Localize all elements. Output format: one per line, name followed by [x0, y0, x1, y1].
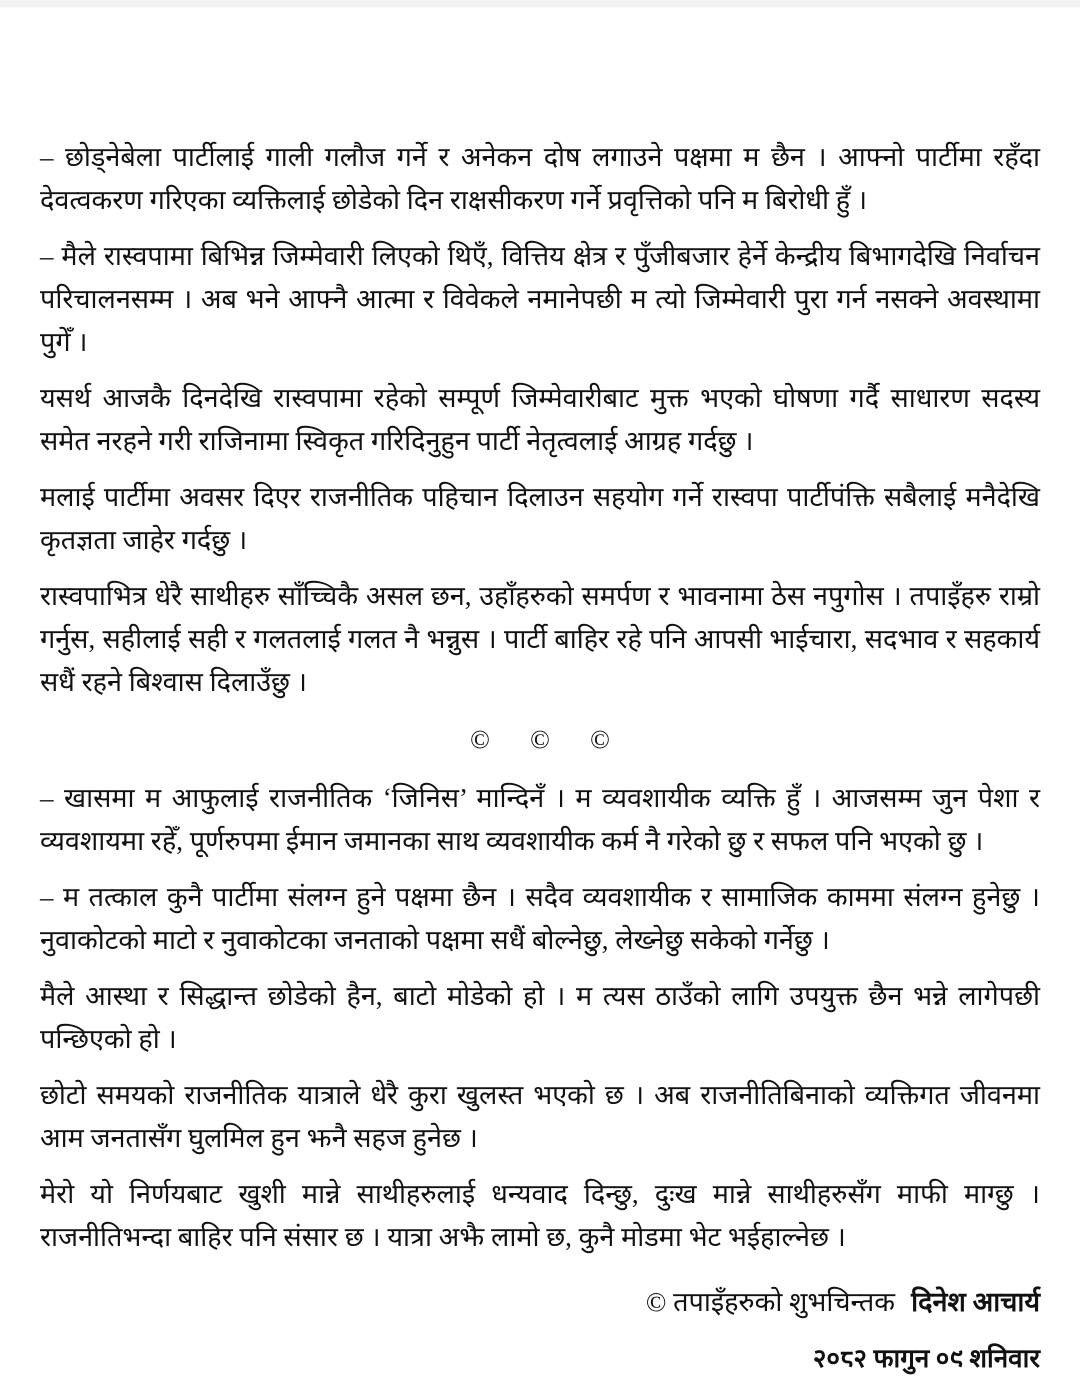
paragraph: – मैले रास्वपामा बिभिन्न जिम्मेवारी लिएको थिएँ, वित्तिय क्षेत्र र पुँजीबजार हेर्ने केन्द्रीय बिभागदेखि निर्वाचन परिचालनसम्म । अब भने आफ्नै आत्मा र विवेकले नमानेपछी म त्यो जिम्मेवारी पुरा गर्न नसक्ने अवस्थामा पुगेँ । [40, 241, 1040, 357]
paragraph: मैले आस्था र सिद्धान्त छोडेको हैन, बाटो मोडेको हो । म त्यस ठाउँको लागि उपयुक्त छैन भन्ने लागेपछी पन्छिएको हो । [40, 981, 1040, 1054]
document-body [40, 136, 1040, 1379]
signature-prefix: © तपाइँहरुको शुभचिन्तक [645, 1287, 895, 1317]
signature-line [40, 1281, 1040, 1324]
paragraph: मलाई पार्टीमा अवसर दिएर राजनीतिक पहिचान दिलाउन सहयोग गर्ने रास्वपा पार्टीपंक्ति सबैलाई मनैदेखि कृतज्ञता जाहेर गर्दछु । [40, 482, 1040, 555]
paragraph: – छोड्नेबेला पार्टीलाई गाली गलौज गर्ने र अनेकन दोष लगाउने पक्षमा म छैन । आफ्नो पार्टीमा रहँदा देवत्वकरण गरिएका व्यक्तिलाई छोडेको दिन राक्षसीकरण गर्ने प्रवृत्तिको पनि म बिरोधी हुँ । [40, 142, 1040, 215]
paragraph: रास्वपाभित्र धेरै साथीहरु साँच्चिकै असल छन, उहाँहरुको समर्पण र भावनामा ठेस नपुगोस । तपाइँहरु राम्रो गर्नुस, सहीलाई सही र गलतलाई गलत नै भन्नुस । पार्टी बाहिर रहे पनि आपसी भाईचारा, सदभाव र सहकार्य सधैं रहने बिश्वास दिलाउँछु । [40, 581, 1040, 697]
paragraph: छोटो समयको राजनीतिक यात्राले धेरै कुरा खुलस्त भएको छ । अब राजनीतिबिनाको व्यक्तिगत जीवनमा आम जनतासँग घुलमिल हुन झनै सहज हुनेछ । [40, 1080, 1040, 1153]
paragraph: मेरो यो निर्णयबाट खुशी मान्ने साथीहरुलाई धन्यवाद दिन्छु, दुःख मान्ने साथीहरुसँग माफी माग्छु । राजनीतिभन्दा बाहिर पनि संसार छ । यात्रा अझै लामो छ, कुनै मोडमा भेट भईहाल्नेछ । [40, 1179, 1040, 1252]
date-line: २०८२ फागुन ०९ शनिवार [812, 1344, 1040, 1373]
signature-name: दिनेश आचार्य [911, 1287, 1040, 1317]
paragraph: – म तत्काल कुनै पार्टीमा संलग्न हुने पक्षमा छैन । सदैव व्यवशायीक र सामाजिक काममा संलग्न हुनेछु । नुवाकोटको माटो र नुवाकोटका जनताको पक्षमा सधैं बोल्नेछु, लेख्नेछु सकेको गर्नेछु । [40, 882, 1040, 955]
top-strip [0, 0, 1080, 8]
paragraph: – खासमा म आफुलाई राजनीतिक ‘जिनिस’ मान्दिनँ । म व्यवशायीक व्यक्ति हुँ । आजसम्म जुन पेशा र व्यवशायमा रहेँ, पूर्णरुपमा ईमान जमानका साथ व्यवशायीक कर्म नै गरेको छु र सफल पनि भएको छु । [40, 783, 1040, 856]
paragraph: यसर्थ आजकै दिनदेखि रास्वपामा रहेको सम्पूर्ण जिम्मेवारीबाट मुक्त भएको घोषणा गर्दै साधारण सदस्य समेत नरहने गरी राजिनामा स्विकृत गरिदिनुहुन पार्टी नेतृत्वलाई आग्रह गर्दछु । [40, 383, 1040, 456]
copyright-separator: © © © [470, 725, 610, 754]
